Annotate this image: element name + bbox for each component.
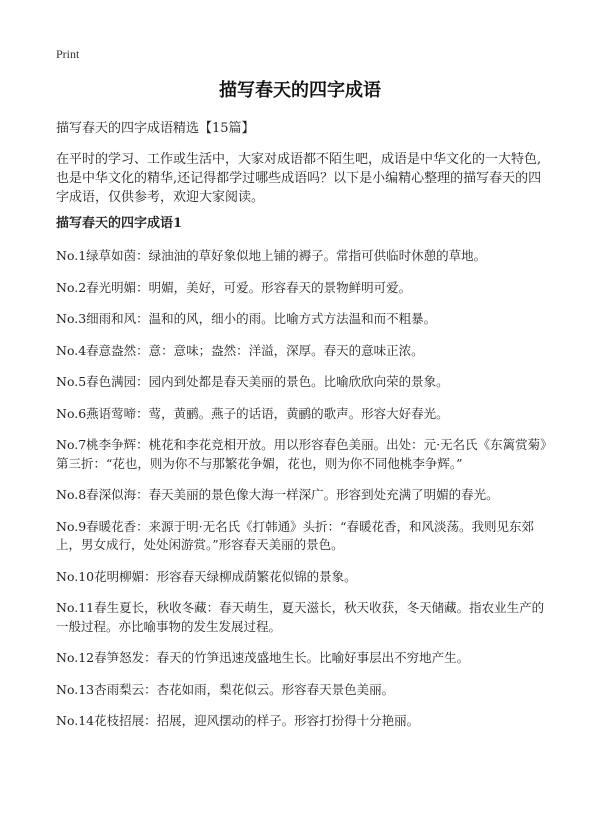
idiom-entry: No.7桃李争辉：桃花和李花竞相开放。用以形容春色美丽。出处：元·无名氏《东篱赏菊》第三折：“花也，则为你不与那繁花争媚，花也，则为你不同他桃李争辉。”: [56, 437, 553, 471]
idiom-entry: No.12春笋怒发：春天的竹笋迅速茂盛地生长。比喻好事层出不穷地产生。: [56, 650, 470, 665]
idiom-entry: No.10花明柳媚：形容春天绿柳成荫繁花似锦的景象。: [56, 568, 357, 584]
print-label: Print: [56, 47, 80, 61]
idiom-entry: No.14花枝招展：招展，迎风摆动的样子。形容打扮得十分艳丽。: [56, 713, 420, 728]
idiom-list: [56, 247, 556, 744]
idiom-entry: No.8春深似海：春天美丽的景色像大海一样深广。形容到处充满了明媚的春光。: [56, 487, 499, 502]
idiom-entry: No.1绿草如茵：绿油油的草好象似地上铺的褥子。常指可供临时休憩的草地。: [56, 248, 487, 263]
idiom-entry: No.6燕语莺啼：莺，黄鹂。燕子的话语，黄鹂的歌声。形容大好春光。: [56, 405, 449, 421]
idiom-entry: No.3细雨和风：温和的风，细小的雨。比喻方式方法温和而不粗暴。: [56, 311, 437, 326]
idiom-entry: No.2春光明媚：明媚，美好，可爱。形容春天的景物鲜明可爱。: [56, 279, 412, 295]
idiom-entry: No.4春意盎然：意：意味；盎然：洋溢，深厚。春天的意味正浓。: [56, 342, 424, 358]
idiom-entry: No.11春生夏长，秋收冬藏：春天萌生，夏天滋长，秋天收获，冬天储藏。指农业生产的一般过程。亦比喻事物的发生发展过程。: [56, 600, 545, 634]
page-title: 描写春天的四字成语: [219, 80, 381, 101]
idiom-entry: No.9春暖花香：来源于明·无名氏《打韩通》头折：“春暖花香，和风淡荡。我则见东郊上，男女成行，处处闲游赏。”形容春天美丽的景色。: [56, 518, 535, 552]
idiom-entry: No.5春色满园：园内到处都是春天美丽的景色。比喻欣欣向荣的景象。: [56, 374, 449, 389]
idiom-entry: No.13杏雨梨云：杏花如雨，梨花似云。形容春天景色美丽。: [56, 681, 395, 697]
intro-paragraph: 在平时的学习、工作或生活中，大家对成语都不陌生吧，成语是中华文化的一大特色,也是中华文化的精华,还记得都学过哪些成语吗？以下是小编精心整理的描写春天的四字成语，仅供参考，欢迎大家阅读。: [56, 152, 542, 205]
subtitle: 描写春天的四字成语精选【15篇】: [56, 121, 255, 136]
section-heading: 描写春天的四字成语1: [56, 216, 183, 231]
